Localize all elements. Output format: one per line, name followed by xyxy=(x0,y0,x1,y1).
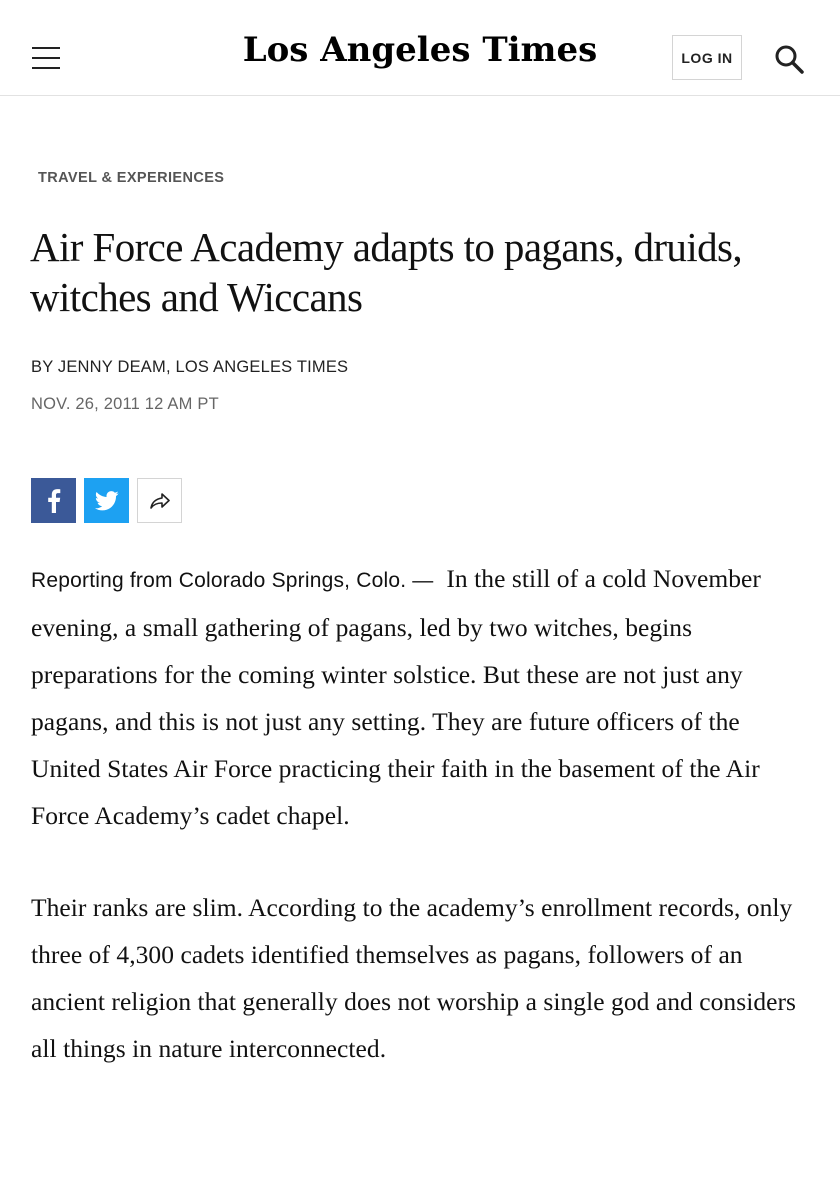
article-byline: BY JENNY DEAM, LOS ANGELES TIMES xyxy=(31,358,349,376)
share-arrow-icon xyxy=(149,492,171,510)
site-logo[interactable]: Los Angeles Times xyxy=(242,30,598,70)
more-share-button[interactable] xyxy=(137,478,182,523)
article-date: NOV. 26, 2011 12 AM PT xyxy=(31,395,219,413)
article-body xyxy=(31,555,813,1117)
section-label[interactable]: TRAVEL & EXPERIENCES xyxy=(38,170,225,186)
search-icon[interactable] xyxy=(772,42,806,76)
twitter-share-button[interactable] xyxy=(84,478,129,523)
article-paragraph xyxy=(31,884,813,1072)
article-paragraph xyxy=(31,555,813,839)
site-header xyxy=(0,0,840,96)
article-headline: Air Force Academy adapts to pagans, druids, witches and Wiccans xyxy=(30,224,743,320)
facebook-share-button[interactable] xyxy=(31,478,76,523)
article-dateline: Reporting from Colorado Springs, Colo. — xyxy=(31,569,434,592)
twitter-icon xyxy=(95,491,119,511)
paragraph-1-text: In the still of a cold November evening, a small gathering of pagans, led by two witches, begins preparations for the coming winter solstice. But these are not just any pagans, and this is not just any setting. They are future officers of the United States Air Force practicing their faith in the basement of the Air Force Academy’s cadet chapel. xyxy=(31,564,761,830)
facebook-icon xyxy=(47,489,61,513)
hamburger-menu-icon[interactable] xyxy=(28,40,64,76)
paragraph-2-text: Their ranks are slim. According to the academy’s enrollment records, only three of 4,300 cadets identified themselves as pagans, followers of an ancient religion that generally does not worship a single god and considers all things in nature interconnected. xyxy=(31,893,797,1063)
login-button[interactable]: LOG IN xyxy=(672,35,742,80)
